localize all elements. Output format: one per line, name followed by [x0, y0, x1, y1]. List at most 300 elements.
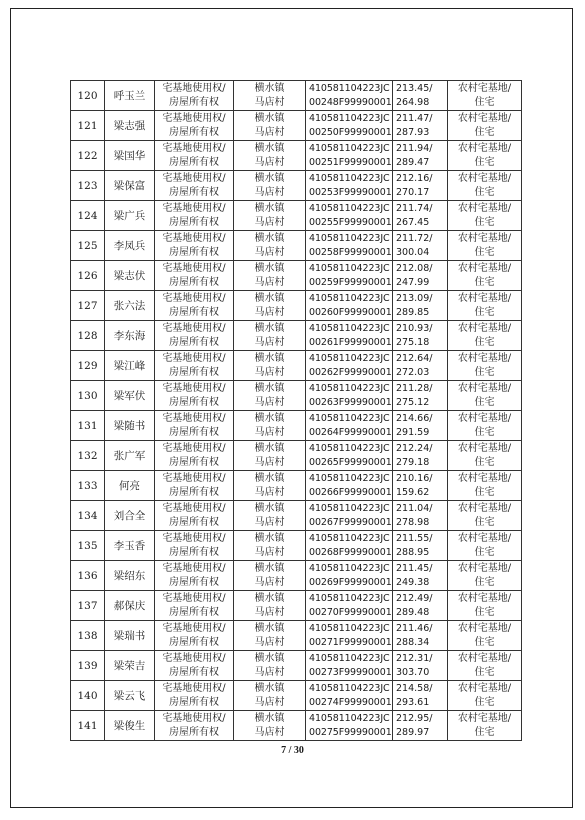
unit-code-cell [306, 171, 393, 201]
unit-code-line: 00270F99990001 [309, 606, 392, 618]
right-type-line: 房屋所有权 [169, 216, 219, 228]
owner-name-cell: 李东海 [105, 321, 155, 351]
right-type-cell [155, 321, 234, 351]
location-line: 马店村 [254, 306, 285, 318]
land-use-cell [448, 171, 522, 201]
unit-code-line: 00271F99990001 [309, 636, 392, 648]
location-line: 马店村 [254, 726, 285, 738]
unit-code-line: 410581104223JC [309, 352, 390, 364]
location-line: 马店村 [254, 216, 285, 228]
area-cell [393, 321, 448, 351]
land-use-line: 住宅 [474, 456, 495, 468]
land-use-cell [448, 411, 522, 441]
table-row [71, 171, 522, 201]
location-cell [234, 591, 306, 621]
owner-name-cell: 梁志伏 [105, 261, 155, 291]
land-use-line: 住宅 [474, 156, 495, 168]
table-row [71, 81, 522, 111]
land-use-cell [448, 351, 522, 381]
unit-code-line: 410581104223JC [309, 232, 390, 244]
right-type-line: 房屋所有权 [169, 516, 219, 528]
unit-code-line: 00265F99990001 [309, 456, 392, 468]
area-cell [393, 231, 448, 261]
location-line: 马店村 [254, 336, 285, 348]
unit-code-cell [306, 441, 393, 471]
location-line: 横水镇 [254, 652, 285, 664]
right-type-line: 房屋所有权 [169, 336, 219, 348]
right-type-cell [155, 261, 234, 291]
unit-code-cell [306, 591, 393, 621]
location-cell [234, 351, 306, 381]
location-line: 横水镇 [254, 112, 285, 124]
area-cell [393, 261, 448, 291]
right-type-cell [155, 471, 234, 501]
right-type-line: 宅基地使用权/ [162, 202, 226, 214]
table-row [71, 351, 522, 381]
table-row [71, 681, 522, 711]
right-type-cell [155, 81, 234, 111]
location-line: 马店村 [254, 426, 285, 438]
unit-code-cell [306, 291, 393, 321]
right-type-cell [155, 351, 234, 381]
unit-code-cell [306, 681, 393, 711]
unit-code-line: 00263F99990001 [309, 396, 392, 408]
unit-code-cell [306, 411, 393, 441]
location-line: 横水镇 [254, 502, 285, 514]
owner-name-cell: 李玉香 [105, 531, 155, 561]
area-line: 212.24/ [396, 442, 433, 454]
location-line: 马店村 [254, 606, 285, 618]
land-use-line: 住宅 [474, 516, 495, 528]
land-use-line: 住宅 [474, 666, 495, 678]
right-type-line: 房屋所有权 [169, 96, 219, 108]
land-use-line: 农村宅基地/ [457, 652, 512, 664]
right-type-line: 宅基地使用权/ [162, 172, 226, 184]
unit-code-line: 00255F99990001 [309, 216, 392, 228]
area-line: 211.28/ [396, 382, 433, 394]
land-use-cell [448, 381, 522, 411]
location-cell [234, 291, 306, 321]
location-line: 横水镇 [254, 592, 285, 604]
unit-code-line: 410581104223JC [309, 532, 390, 544]
unit-code-cell [306, 531, 393, 561]
location-line: 横水镇 [254, 232, 285, 244]
record-number-cell: 130 [71, 381, 105, 411]
owner-name-cell: 梁保富 [105, 171, 155, 201]
land-use-line: 农村宅基地/ [457, 622, 512, 634]
area-line: 159.62 [396, 486, 430, 498]
land-use-line: 住宅 [474, 96, 495, 108]
location-line: 横水镇 [254, 412, 285, 424]
record-number-cell: 126 [71, 261, 105, 291]
record-number-cell: 122 [71, 141, 105, 171]
record-number-cell: 135 [71, 531, 105, 561]
owner-name-cell: 梁俊生 [105, 711, 155, 741]
area-line: 303.70 [396, 666, 430, 678]
owner-name-cell: 郝保庆 [105, 591, 155, 621]
area-line: 278.98 [396, 516, 430, 528]
unit-code-line: 00264F99990001 [309, 426, 392, 438]
location-cell [234, 561, 306, 591]
record-number-cell: 121 [71, 111, 105, 141]
owner-name-cell: 刘合全 [105, 501, 155, 531]
record-number-cell: 132 [71, 441, 105, 471]
record-number-cell: 129 [71, 351, 105, 381]
land-use-line: 农村宅基地/ [457, 352, 512, 364]
location-line: 马店村 [254, 636, 285, 648]
location-cell [234, 681, 306, 711]
right-type-line: 房屋所有权 [169, 486, 219, 498]
location-line: 马店村 [254, 456, 285, 468]
land-use-line: 农村宅基地/ [457, 172, 512, 184]
table-row [71, 141, 522, 171]
area-line: 213.09/ [396, 292, 433, 304]
area-line: 212.08/ [396, 262, 433, 274]
unit-code-line: 00275F99990001 [309, 726, 392, 738]
record-number-cell: 138 [71, 621, 105, 651]
area-line: 212.95/ [396, 712, 433, 724]
right-type-line: 宅基地使用权/ [162, 712, 226, 724]
unit-code-line: 410581104223JC [309, 622, 390, 634]
right-type-line: 宅基地使用权/ [162, 292, 226, 304]
table-row [71, 591, 522, 621]
right-type-line: 房屋所有权 [169, 396, 219, 408]
land-use-cell [448, 591, 522, 621]
land-use-line: 农村宅基地/ [457, 442, 512, 454]
location-cell [234, 201, 306, 231]
location-line: 马店村 [254, 156, 285, 168]
area-line: 270.17 [396, 186, 430, 198]
owner-name-cell: 梁云飞 [105, 681, 155, 711]
land-use-cell [448, 501, 522, 531]
area-cell [393, 501, 448, 531]
unit-code-line: 410581104223JC [309, 592, 390, 604]
area-line: 212.64/ [396, 352, 433, 364]
location-line: 马店村 [254, 516, 285, 528]
unit-code-line: 410581104223JC [309, 202, 390, 214]
location-line: 马店村 [254, 366, 285, 378]
location-line: 横水镇 [254, 292, 285, 304]
area-line: 211.47/ [396, 112, 433, 124]
area-cell [393, 291, 448, 321]
record-number-cell: 141 [71, 711, 105, 741]
table-row [71, 111, 522, 141]
land-use-line: 农村宅基地/ [457, 262, 512, 274]
land-use-line: 住宅 [474, 276, 495, 288]
owner-name-cell: 梁绍东 [105, 561, 155, 591]
land-use-cell [448, 321, 522, 351]
land-use-cell [448, 201, 522, 231]
land-use-line: 农村宅基地/ [457, 592, 512, 604]
location-line: 横水镇 [254, 472, 285, 484]
unit-code-line: 410581104223JC [309, 82, 390, 94]
right-type-line: 宅基地使用权/ [162, 622, 226, 634]
area-cell [393, 111, 448, 141]
unit-code-line: 410581104223JC [309, 712, 390, 724]
unit-code-line: 410581104223JC [309, 412, 390, 424]
area-line: 291.59 [396, 426, 430, 438]
right-type-cell [155, 681, 234, 711]
owner-name-cell: 梁军伏 [105, 381, 155, 411]
land-use-cell [448, 651, 522, 681]
land-use-line: 农村宅基地/ [457, 502, 512, 514]
area-line: 214.58/ [396, 682, 433, 694]
area-line: 212.49/ [396, 592, 433, 604]
land-use-cell [448, 231, 522, 261]
location-line: 横水镇 [254, 82, 285, 94]
table-row [71, 711, 522, 741]
area-line: 264.98 [396, 96, 430, 108]
record-number-cell: 125 [71, 231, 105, 261]
table-row [71, 261, 522, 291]
table-row [71, 441, 522, 471]
right-type-cell [155, 531, 234, 561]
table-row [71, 501, 522, 531]
unit-code-cell [306, 471, 393, 501]
area-line: 247.99 [396, 276, 430, 288]
area-line: 293.61 [396, 696, 430, 708]
right-type-line: 宅基地使用权/ [162, 682, 226, 694]
area-cell [393, 531, 448, 561]
right-type-cell [155, 291, 234, 321]
location-cell [234, 111, 306, 141]
owner-name-cell: 何亮 [105, 471, 155, 501]
unit-code-line: 410581104223JC [309, 682, 390, 694]
area-line: 211.45/ [396, 562, 433, 574]
unit-code-line: 00261F99990001 [309, 336, 392, 348]
right-type-line: 宅基地使用权/ [162, 652, 226, 664]
table-row [71, 381, 522, 411]
land-use-cell [448, 681, 522, 711]
right-type-line: 宅基地使用权/ [162, 562, 226, 574]
land-use-line: 住宅 [474, 576, 495, 588]
land-use-line: 住宅 [474, 606, 495, 618]
area-line: 212.31/ [396, 652, 433, 664]
area-cell [393, 681, 448, 711]
location-line: 横水镇 [254, 322, 285, 334]
area-line: 275.18 [396, 336, 430, 348]
land-use-cell [448, 621, 522, 651]
area-cell [393, 381, 448, 411]
location-line: 马店村 [254, 396, 285, 408]
land-use-line: 农村宅基地/ [457, 112, 512, 124]
right-type-line: 房屋所有权 [169, 696, 219, 708]
unit-code-cell [306, 141, 393, 171]
right-type-line: 宅基地使用权/ [162, 472, 226, 484]
right-type-line: 房屋所有权 [169, 456, 219, 468]
location-cell [234, 441, 306, 471]
unit-code-cell [306, 261, 393, 291]
area-line: 211.72/ [396, 232, 433, 244]
unit-code-line: 00267F99990001 [309, 516, 392, 528]
right-type-cell [155, 501, 234, 531]
record-number-cell: 128 [71, 321, 105, 351]
owner-name-cell: 梁荣吉 [105, 651, 155, 681]
right-type-line: 房屋所有权 [169, 306, 219, 318]
record-number-cell: 131 [71, 411, 105, 441]
land-use-line: 住宅 [474, 486, 495, 498]
location-cell [234, 471, 306, 501]
owner-name-cell: 梁瑞书 [105, 621, 155, 651]
right-type-line: 房屋所有权 [169, 366, 219, 378]
land-use-cell [448, 441, 522, 471]
land-use-line: 农村宅基地/ [457, 142, 512, 154]
unit-code-line: 410581104223JC [309, 382, 390, 394]
location-cell [234, 621, 306, 651]
area-line: 289.85 [396, 306, 430, 318]
unit-code-line: 410581104223JC [309, 322, 390, 334]
unit-code-line: 410581104223JC [309, 292, 390, 304]
table-row [71, 471, 522, 501]
location-line: 横水镇 [254, 682, 285, 694]
area-line: 213.45/ [396, 82, 433, 94]
right-type-cell [155, 711, 234, 741]
owner-name-cell: 张广军 [105, 441, 155, 471]
area-line: 288.34 [396, 636, 430, 648]
right-type-line: 房屋所有权 [169, 576, 219, 588]
location-line: 横水镇 [254, 562, 285, 574]
location-cell [234, 141, 306, 171]
right-type-line: 宅基地使用权/ [162, 442, 226, 454]
area-line: 249.38 [396, 576, 430, 588]
unit-code-line: 410581104223JC [309, 502, 390, 514]
right-type-line: 宅基地使用权/ [162, 322, 226, 334]
unit-code-cell [306, 621, 393, 651]
right-type-line: 房屋所有权 [169, 246, 219, 258]
unit-code-line: 00269F99990001 [309, 576, 392, 588]
land-use-line: 住宅 [474, 546, 495, 558]
area-line: 289.47 [396, 156, 430, 168]
area-line: 287.93 [396, 126, 430, 138]
unit-code-cell [306, 561, 393, 591]
area-cell [393, 351, 448, 381]
unit-code-line: 410581104223JC [309, 142, 390, 154]
right-type-line: 房屋所有权 [169, 276, 219, 288]
owner-name-cell: 呼玉兰 [105, 81, 155, 111]
record-number-cell: 120 [71, 81, 105, 111]
unit-code-line: 00274F99990001 [309, 696, 392, 708]
right-type-line: 宅基地使用权/ [162, 142, 226, 154]
unit-code-line: 410581104223JC [309, 172, 390, 184]
table-row [71, 531, 522, 561]
land-use-line: 住宅 [474, 306, 495, 318]
record-number-cell: 140 [71, 681, 105, 711]
area-cell [393, 171, 448, 201]
right-type-cell [155, 231, 234, 261]
right-type-line: 宅基地使用权/ [162, 232, 226, 244]
land-use-line: 农村宅基地/ [457, 532, 512, 544]
land-use-line: 农村宅基地/ [457, 472, 512, 484]
area-line: 214.66/ [396, 412, 433, 424]
unit-code-cell [306, 321, 393, 351]
right-type-cell [155, 111, 234, 141]
land-use-line: 住宅 [474, 426, 495, 438]
area-line: 211.55/ [396, 532, 433, 544]
table-row [71, 411, 522, 441]
location-line: 马店村 [254, 666, 285, 678]
location-line: 马店村 [254, 546, 285, 558]
unit-code-line: 00266F99990001 [309, 486, 392, 498]
right-type-line: 房屋所有权 [169, 126, 219, 138]
location-line: 横水镇 [254, 532, 285, 544]
unit-code-line: 00250F99990001 [309, 126, 392, 138]
land-use-line: 农村宅基地/ [457, 202, 512, 214]
land-use-line: 住宅 [474, 726, 495, 738]
unit-code-line: 410581104223JC [309, 562, 390, 574]
area-line: 289.48 [396, 606, 430, 618]
owner-name-cell: 梁志强 [105, 111, 155, 141]
location-line: 横水镇 [254, 382, 285, 394]
land-use-line: 住宅 [474, 396, 495, 408]
right-type-line: 房屋所有权 [169, 426, 219, 438]
location-line: 横水镇 [254, 352, 285, 364]
record-number-cell: 124 [71, 201, 105, 231]
unit-code-line: 410581104223JC [309, 472, 390, 484]
unit-code-cell [306, 351, 393, 381]
area-line: 210.16/ [396, 472, 433, 484]
location-line: 横水镇 [254, 172, 285, 184]
area-line: 211.04/ [396, 502, 433, 514]
right-type-cell [155, 381, 234, 411]
right-type-cell [155, 171, 234, 201]
area-line: 211.74/ [396, 202, 433, 214]
land-use-line: 农村宅基地/ [457, 562, 512, 574]
right-type-line: 房屋所有权 [169, 666, 219, 678]
land-use-line: 住宅 [474, 636, 495, 648]
location-cell [234, 501, 306, 531]
right-type-line: 宅基地使用权/ [162, 532, 226, 544]
table-row [71, 561, 522, 591]
land-use-line: 农村宅基地/ [457, 292, 512, 304]
area-line: 211.94/ [396, 142, 433, 154]
right-type-line: 房屋所有权 [169, 546, 219, 558]
owner-name-cell: 梁广兵 [105, 201, 155, 231]
table-row [71, 201, 522, 231]
record-number-cell: 127 [71, 291, 105, 321]
table-row [71, 291, 522, 321]
land-use-line: 住宅 [474, 336, 495, 348]
area-cell [393, 711, 448, 741]
land-use-line: 农村宅基地/ [457, 712, 512, 724]
location-line: 马店村 [254, 696, 285, 708]
land-use-cell [448, 261, 522, 291]
location-cell [234, 711, 306, 741]
unit-code-line: 00253F99990001 [309, 186, 392, 198]
location-line: 马店村 [254, 276, 285, 288]
land-use-line: 农村宅基地/ [457, 382, 512, 394]
area-cell [393, 141, 448, 171]
unit-code-line: 00260F99990001 [309, 306, 392, 318]
right-type-line: 房屋所有权 [169, 186, 219, 198]
location-line: 马店村 [254, 186, 285, 198]
area-cell [393, 591, 448, 621]
area-line: 212.16/ [396, 172, 433, 184]
land-use-line: 农村宅基地/ [457, 232, 512, 244]
area-line: 267.45 [396, 216, 430, 228]
right-type-cell [155, 441, 234, 471]
unit-code-cell [306, 651, 393, 681]
right-type-cell [155, 141, 234, 171]
area-cell [393, 81, 448, 111]
table-row [71, 321, 522, 351]
location-cell [234, 381, 306, 411]
area-line: 300.04 [396, 246, 430, 258]
land-use-cell [448, 111, 522, 141]
unit-code-line: 410581104223JC [309, 112, 390, 124]
record-number-cell: 133 [71, 471, 105, 501]
owner-name-cell: 梁江峰 [105, 351, 155, 381]
land-use-line: 农村宅基地/ [457, 322, 512, 334]
